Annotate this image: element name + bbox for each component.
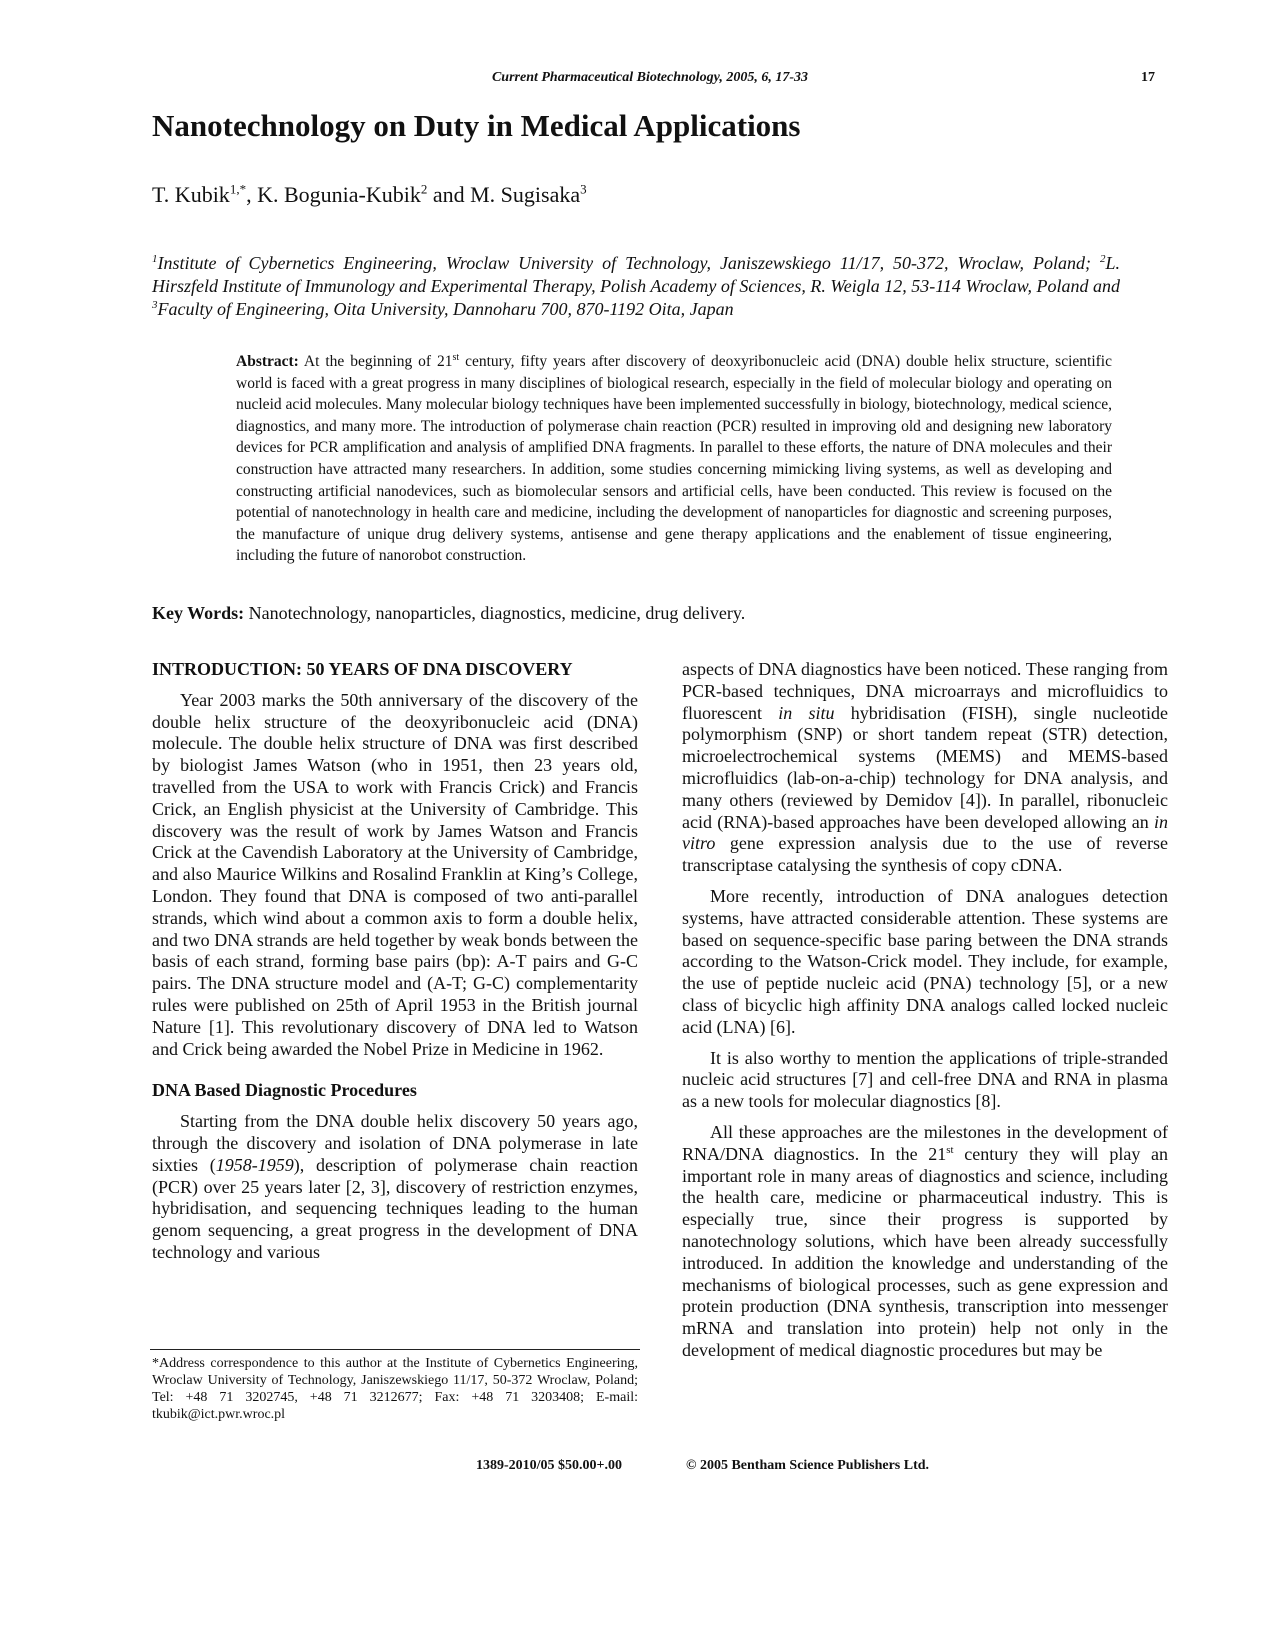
author-separator: , (246, 182, 258, 207)
copyright-notice: © 2005 Bentham Science Publishers Ltd. (686, 1458, 930, 1473)
body-text: hybridisation (FISH), single nucleotide polymorphism (SNP) or short tandem repeat (STR) detection, microelectrochemical systems (MEMS) and MEMS-based microfluidics (lab-on-a-chip) technology for DNA analysis, and many others (reviewed by Demidov [4]). In parallel, ribonucleic acid (RNA)-based approaches have been developed allowing an (682, 702, 1168, 832)
author-name: M. Sugisaka (470, 182, 581, 207)
body-paragraph (682, 659, 1168, 877)
abstract (236, 351, 1112, 567)
keywords-label: Key Words: (152, 603, 245, 623)
author-affiliation-marker: 3 (580, 181, 587, 197)
body-italic-text: 1958-1959 (215, 1154, 294, 1175)
affiliation-marker: 2 (1099, 253, 1106, 265)
author-affiliation-marker: 2 (420, 181, 428, 197)
body-text: All these approaches are the milestones in the development of RNA/DNA diagnostics. In the 21 (682, 1121, 1168, 1164)
abstract-text: At the beginning of 21 (298, 353, 453, 370)
affiliations (152, 252, 1120, 321)
keywords-text: Nanotechnology, nanoparticles, diagnostics, medicine, drug delivery. (244, 603, 746, 623)
article-title: Nanotechnology on Duty in Medical Applications (152, 108, 801, 143)
abstract-label: Abstract: (236, 353, 299, 370)
author-name: K. Bogunia-Kubik (257, 182, 421, 207)
right-column (682, 659, 1168, 1371)
author-name: T. Kubik (152, 182, 230, 207)
author-affiliation-marker: 1,* (229, 181, 247, 197)
body-paragraph: It is also worthy to mention the applications of triple-stranded nucleic acid structures [7] and cell-free DNA and RNA in plasma as a new tools for molecular diagnostics [8]. (682, 1047, 1168, 1112)
correspondence-footnote: *Address correspondence to this author at the Institute of Cybernetics Engineering, Wroclaw University of Technology, Janiszewskiego 11/17, 50-372 Wroclaw, Poland; Tel: +48 71 3202745, +48 71 3212677; Fax: +48 71 3203408; E-mail: tkubik@ict.pwr.wroc.pl (152, 1356, 638, 1422)
left-column (152, 659, 638, 1273)
issn-price-code: 1389-2010/05 $50.00+.00 (476, 1458, 623, 1473)
abstract-superscript: st (452, 351, 460, 363)
page-number: 17 (1141, 70, 1155, 85)
body-superscript: st (946, 1143, 954, 1156)
body-text: Starting from the DNA double helix discovery 50 years ago, through the discovery and isolation of DNA polymerase in late sixties ( (152, 1111, 638, 1175)
affiliation-text: L. Hirszfeld Institute of Immunology and Experimental Therapy, Polish Academy of Sciences, R. Weigla 12, 53-114 Wroclaw, Poland and (152, 253, 1120, 296)
author-separator: and (427, 182, 471, 207)
journal-header: Current Pharmaceutical Biotechnology, 2005, 6, 17-33 (491, 70, 809, 85)
subsection-heading: DNA Based Diagnostic Procedures (152, 1080, 417, 1101)
keywords (152, 603, 745, 624)
body-paragraph (152, 1111, 638, 1264)
abstract-text: century, fifty years after discovery of deoxyribonucleic acid (DNA) double helix structure, scientific world is faced with a great progress in many disciplines of biological research, especially in the field of molecular biology and operating on nucleid acid molecules. Many molecular biology techniques have been implemented successfully in biology, biotechnology, medical science, diagnostics, and many more. The introduction of polymerase chain reaction (PCR) resulted in improving old and designing new laboratory devices for PCR amplification and analysis of amplified DNA fragments. In parallel to these efforts, the nature of DNA molecules and their construction have attracted many researchers. In addition, some studies concerning mimicking living systems, as well as developing and constructing artificial nanodevices, such as biomolecular sensors and artificial cells, have been conducted. This review is focused on the potential of nanotechnology in health care and medicine, including the development of nanoparticles for diagnostic and screening purposes, the manufacture of unique drug delivery systems, antisense and gene therapy applications and the enablement of tissue engineering, including the future of nanorobot construction. (236, 353, 1112, 565)
body-paragraph (682, 1122, 1168, 1362)
body-text: ), description of polymerase chain reaction (PCR) over 25 years later [2, 3], discovery of restriction enzymes, hybridisation, and sequencing techniques leading to the human genom sequencing, a great progress in the development of DNA technology and various (152, 1154, 638, 1262)
body-italic-text: in situ (778, 702, 835, 723)
body-italic-text: in vitro (682, 811, 1168, 854)
section-heading: INTRODUCTION: 50 YEARS OF DNA DISCOVERY (152, 659, 573, 679)
author-list (152, 182, 587, 208)
affiliation-text: Faculty of Engineering, Oita University, Dannoharu 700, 870-1192 Oita, Japan (157, 299, 734, 319)
body-paragraph: Year 2003 marks the 50th anniversary of the discovery of the double helix structure of the deoxyribonucleic acid (DNA) molecule. The double helix structure of DNA was first described by biologist James Watson (who in 1951, then 23 years old, travelled from the USA to work with Francis Crick) and Francis Crick, an English physicist at the University of Cambridge. This discovery was the result of work by James Watson and Francis Crick at the Cavendish Laboratory at the University of Cambridge, and also Maurice Wilkins and Rosalind Franklin at King’s College, London. They found that DNA is composed of two anti-parallel strands, which wind about a common axis to form a double helix, and two DNA strands are held together by weak bonds between the basis of each strand, forming base pairs (bp): A-T pairs and G-C pairs. The DNA structure model and (A-T; G-C) complementarity rules were published on 25th of April 1953 in the British journal Nature [1]. This revolutionary discovery of DNA led to Watson and Crick being awarded the Nobel Prize in Medicine in 1962. (152, 689, 638, 1059)
affiliation-marker: 1 (152, 253, 158, 265)
body-text: gene expression analysis due to the use of reverse transcriptase catalysing the synthesis of copy cDNA. (682, 833, 1168, 876)
affiliation-text: Institute of Cybernetics Engineering, Wroclaw University of Technology, Janiszewskiego 11/17, 50-372, Wroclaw, Poland; (157, 253, 1100, 273)
body-text: century they will play an important role in many areas of diagnostics and science, including the health care, medicine or pharmaceutical industry. This is especially true, since their progress is supported by nanotechnology solutions, which have been already successfully introduced. In addition the knowledge and understanding of the mechanisms of biological processes, such as gene expression and protein production (DNA synthesis, transcription into messenger mRNA and translation into protein) help not only in the development of medical diagnostic procedures but may be (682, 1143, 1168, 1360)
body-text: aspects of DNA diagnostics have been noticed. These ranging from PCR-based techniques, DNA microarrays and microfluidics to fluorescent (682, 659, 1168, 723)
affiliation-marker: 3 (152, 299, 158, 311)
body-paragraph: More recently, introduction of DNA analogues detection systems, have attracted considerable attention. These systems are based on sequence-specific base paring between the DNA strands according to the Watson-Crick model. They include, for example, the use of peptide nucleic acid (PNA) technology [5], or a new class of bicyclic high affinity DNA analogs called locked nucleic acid (LNA) [6]. (682, 885, 1168, 1037)
footnote-rule (150, 1349, 640, 1350)
